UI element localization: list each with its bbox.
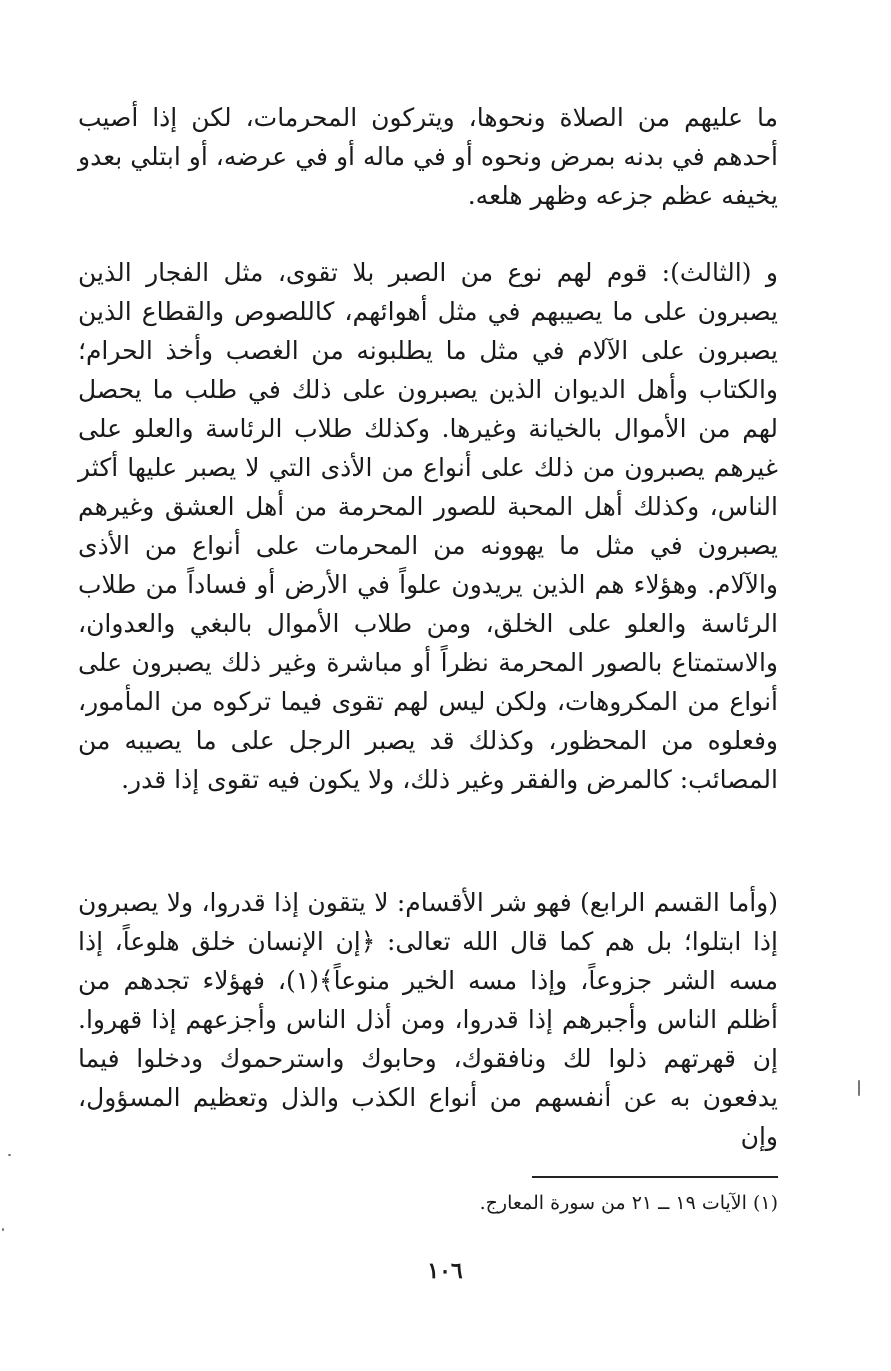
paragraph-1: ما عليهم من الصلاة ونحوها، ويتركون المحرمات، لكن إذا أصيب أحدهم في بدنه بمرض ونحوه أو في ماله أو في عرضه، أو ابتلي بعدو يخيفه عظم جزعه وظهر هلعه.	[78, 103, 778, 210]
footnote: (١) الآيات ١٩ ــ ٢١ من سورة المعارج.	[479, 1192, 778, 1214]
paragraph-3: (وأما القسم الرابع) فهو شر الأقسام: لا يتقون إذا قدروا، ولا يصبرون إذا ابتلوا؛ بل هم كما قال الله تعالى: ﴿إن الإنسان خلق هلوعاً، إذا مسه الشر جزوعاً، وإذا مسه الخير منوعاً﴾(١)، فهؤلاء تجدهم من أظلم الناس وأجبرهم إذا قدروا، ومن أذل الناس وأجزعهم إذا قهروا. إن قهرتهم ذلوا لك ونافقوك، وحابوك واسترحموك ودخلوا فيما يدفعون به عن أنفسهم من أنواع الكذب والذل وتعظيم المسؤول، وإن	[78, 888, 778, 1151]
footnote-divider	[532, 1176, 778, 1178]
paragraph-2: و (الثالث): قوم لهم نوع من الصبر بلا تقوى، مثل الفجار الذين يصبرون على ما يصيبهم في مثل أهوائهم، كاللصوص والقطاع الذين يصبرون على الآلام في مثل ما يطلبونه من الغصب وأخذ الحرام؛ والكتاب وأهل الديوان الذين يصبرون على ذلك في طلب ما يحصل لهم من الأموال بالخيانة وغيرها. وكذلك طلاب الرئاسة والعلو على غيرهم يصبرون من ذلك على أنواع من الأذى التي لا يصبر عليها أكثر الناس، وكذلك أهل المحبة للصور المحرمة من أهل العشق وغيرهم يصبرون في مثل ما يهوونه من المحرمات على أنواع من الأذى والآلام. وهؤلاء هم الذين يريدون علواً في الأرض أو فساداً من طلاب الرئاسة والعلو على الخلق، ومن طلاب الأموال بالبغي والعدوان، والاستمتاع بالصور المحرمة نظراً أو مباشرة وغير ذلك يصبرون على أنواع من المكروهات، ولكن ليس لهم تقوى فيما تركوه من المأمور، وفعلوه من المحظور، وكذلك قد يصبر الرجل على ما يصيبه من المصائب: كالمرض والفقر وغير ذلك، ولا يكون فيه تقوى إذا قدر.	[78, 258, 778, 794]
page-number: ١٠٦	[427, 1258, 463, 1284]
scan-mark	[8, 1154, 11, 1156]
scan-mark	[2, 1228, 4, 1231]
scan-mark	[858, 1080, 860, 1096]
